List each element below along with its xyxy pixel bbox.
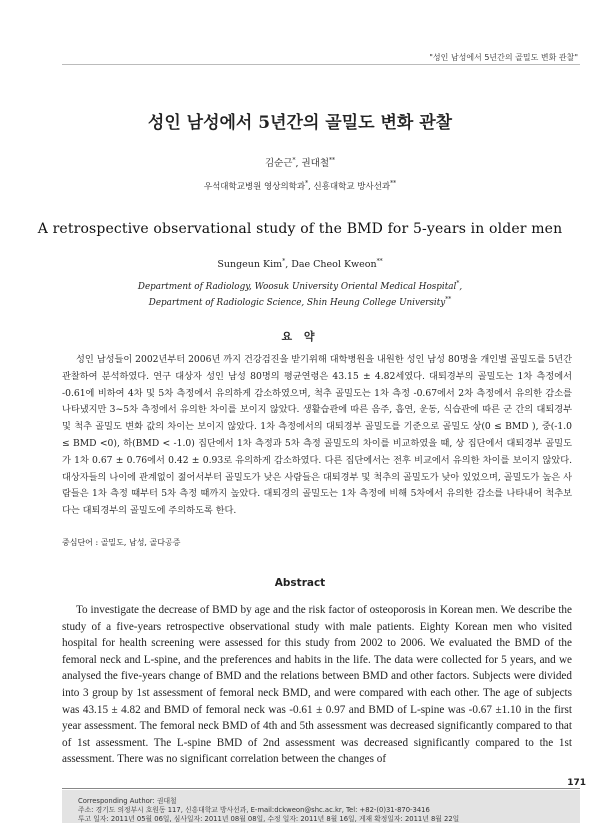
page-number: 171 — [567, 778, 586, 788]
department-1-mark: * — [456, 280, 460, 287]
department-2-mark: ** — [445, 296, 452, 303]
affil-1-mark: * — [305, 180, 309, 188]
department-2 — [0, 296, 600, 308]
author-1-mark: * — [292, 156, 296, 164]
affil-2: , 신흥대학교 방사선과 — [308, 182, 391, 192]
author-1: 김순근 — [264, 158, 293, 169]
author-en-1: Sungeun Kim — [217, 259, 283, 271]
title-korean: 성인 남성에서 5년간의 골밀도 변화 관찰 — [147, 113, 453, 133]
summary-paragraph: 성인 남성들이 2002년부터 2006년 까지 건강검진을 받기위해 대학병원을 내원한 성인 남성 80명을 개인별 골밀도를 5년간 관찰하여 분석하였다. 연구 대상자 성인 남성 80명의 평균연령은 43.15 ± 4.82세였다. 대퇴경부의 골밀도는 1차 측정에서 -0.61에 비하여 4차 및 5차 측정에서 유의하게 감소하였으며, 척추 골밀도는 1차 측정 -0.67에서 2차 측정에서 유의한 감소를 나타냈지만 3~5차 측정에서 유의한 차이를 보이지 않았다. 생활습관에 따른 음주, 흡연, 운동, 식습관에 따른 군 간의 대퇴경부 및 척추 골밀도 변화 값의 차이는 보이지 않았다. 1차 측정에서의 대퇴경부 골밀도를 기준으로 골밀도 상(0 ≤ BMD ), 중(-1.0 ≤ BMD <0), 하(BMD < -1.0) 집단에서 1차 측정과 5차 측정 골밀도의 차이를 비교하였을 때, 상 집단에서 대퇴경부 골밀도가 1차 0.67 ± 0.76에서 0.42 ± 0.93로 유의하게 감소하였다. 다른 집단에서는 전후 비교에서 유의한 차이를 보이지 않았다. 대상자들의 나이에 관계없이 젊어서부터 골밀도가 낮은 사람들은 대퇴경부 및 척추의 골밀도가 낮아 있었으며, 골밀도가 높은 사람들은 1차 측정 때부터 5차 측정 때까지 높았다. 대퇴경의 골밀도는 1차 측정에 비해 5차에서 유의한 감소를 나타내어 척추보다는 대퇴경부의 골밀도에 주의하도록 한다. — [62, 354, 572, 517]
author-2: , 권대철 — [295, 158, 330, 169]
abstract-paragraph: To investigate the decrease of BMD by age and the risk factor of osteoporosis in Korean men. We describe the study of a five-years retrospective observational study with male patients. Eighty Korean men who visited hospital for health screening were assessed for this study from 2002 to 2006. We evaluated the BMD of the femoral neck and L-spine, and the preferences and habits in the life. The data were collected for 5 years, and we analysed the five-years change of BMD and the relations between BMD and other factors. Subjects were divided into 3 group by 1st assessment of femoral neck BMD, and were compared with each other. The age of subjects was 43.15 ± 4.82 and BMD of femoral neck was -0.61 ± 0.97 and BMD of L-spine was -0.67 ±1.10 in the first year assessment. The femoral neck BMD of 4th and 5th assessment was decreased significantly compared to that of 1st assessment. The L-spine BMD of 2nd assessment was decreased significantly compared to the 1st assessment. There was no significant correlation between the changes of — [62, 604, 572, 766]
corresponding-author: Corresponding Author: 권대철 — [78, 797, 177, 805]
abstract-body — [62, 602, 572, 812]
department-1-text: Department of Radiology, Woosuk University Oriental Medical Hospital — [137, 281, 457, 292]
title-english: A retrospective observational study of the BMD for 5-years in older men — [37, 221, 563, 237]
footer-rule — [62, 788, 580, 789]
header-rule — [62, 64, 580, 65]
author-2-mark: ** — [329, 156, 336, 164]
abstract-heading: Abstract — [274, 577, 326, 589]
authors-english — [0, 258, 600, 270]
affil-2-mark: ** — [390, 180, 397, 188]
department-1-comma: , — [459, 281, 463, 292]
author-en-1-mark: * — [282, 258, 286, 265]
running-head: "성인 남성에서 5년간의 골밀도 변화 관찰" — [429, 53, 578, 62]
submission-dates: 투고 일자: 2011년 05월 06일, 심사일자: 2011년 08월 08일, 수정 일자: 2011년 8월 16일, 게재 확정일자: 2011년 8월 22일 — [78, 815, 460, 823]
keywords: 중심단어 : 골밀도, 남성, 골다공증 — [62, 538, 181, 547]
summary-body — [62, 352, 572, 520]
authors-korean — [0, 155, 600, 169]
department-2-text: Department of Radiologic Science, Shin Heung College University — [148, 297, 446, 308]
department-1 — [0, 280, 600, 292]
contact-address: 주소: 경기도 의정부시 호원동 117, 신흥대학교 방사선과, E-mail:dckweon@shc.ac.kr, Tel: +82-(0)31-870-3416 — [78, 806, 430, 814]
summary-heading: 요 약 — [281, 330, 319, 343]
author-en-2-mark: ** — [376, 258, 383, 265]
affil-1: 우석대학교병원 영상의학과 — [203, 182, 306, 192]
author-en-2: , Dae Cheol Kweon — [285, 259, 377, 271]
affiliations-korean — [0, 180, 600, 192]
